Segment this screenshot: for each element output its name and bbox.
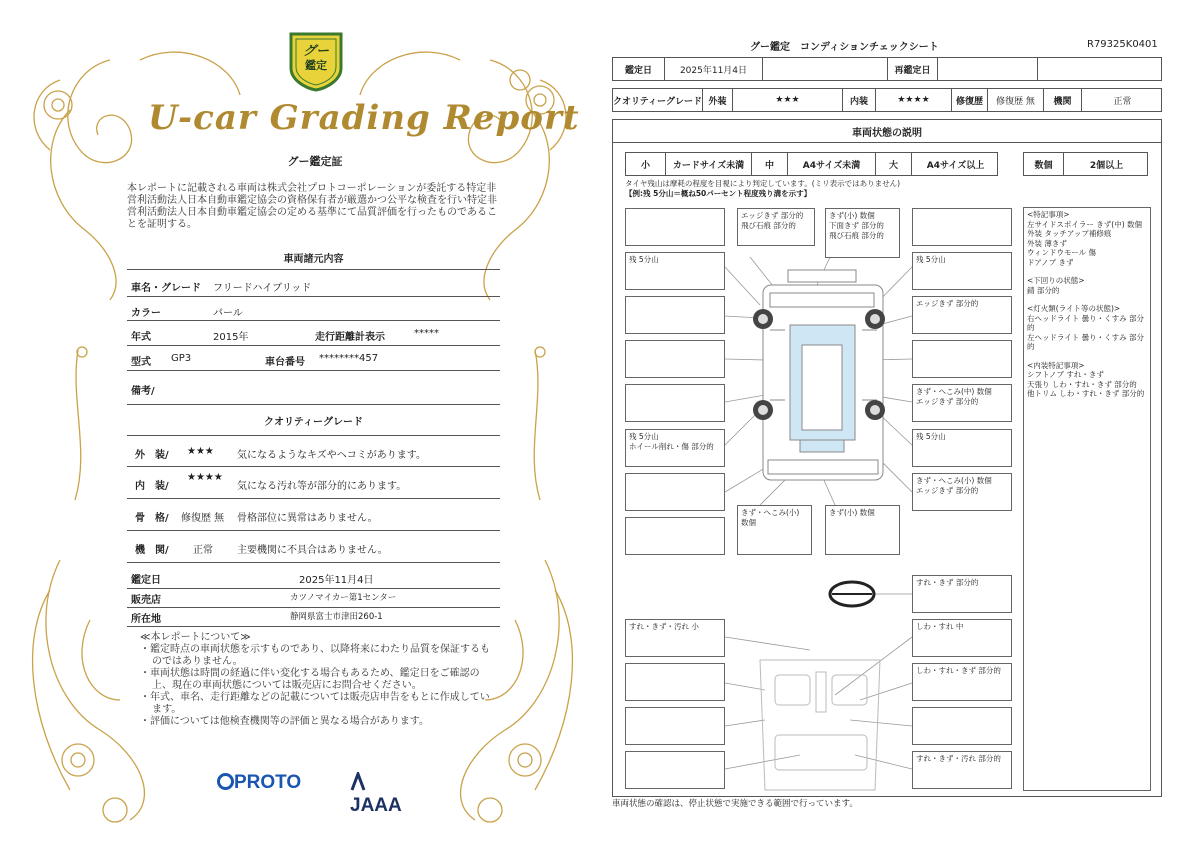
note-box — [912, 751, 1012, 789]
quality-row-exterior — [127, 441, 500, 465]
engine-text: 主要機関に不具合はありません。 — [237, 545, 388, 556]
note-line: すれ・きず 部分的 — [916, 578, 979, 587]
repair-value: 修復歴 無 — [988, 89, 1044, 111]
note-box — [625, 296, 725, 334]
name-label: 車名・グレード — [131, 283, 201, 294]
color-label: カラー — [131, 308, 161, 319]
note-line: 左サイドスポイラー きず(中) 数個 — [1027, 219, 1143, 229]
appraisal-date-label: 鑑定日 — [613, 58, 665, 80]
address-value: 静岡県富士市津田260-1 — [290, 612, 383, 622]
note-item: ・車両状態は時間の経過に伴い変化する場合もあるため、鑑定日をご確認の上、現在の車両状態については販売店にお問合せください。 — [140, 668, 480, 691]
note-box — [912, 619, 1012, 657]
special-notes-panel — [1023, 207, 1151, 791]
note-line: 飛び石痕 部分的 — [741, 221, 796, 230]
note-line: 残 5分山 — [629, 255, 659, 264]
note-box — [912, 252, 1012, 290]
exterior-label: 外装 — [703, 89, 733, 111]
spec-row-model — [127, 348, 500, 372]
divider — [127, 562, 500, 563]
date-label: 鑑定日 — [131, 575, 161, 586]
engine-value: 正常 — [1113, 96, 1132, 107]
note-line: エッジきず 部分的 — [916, 397, 979, 406]
note-box — [912, 473, 1012, 511]
sheet-title: グー鑑定 コンディションチェックシート — [750, 42, 939, 53]
note-box — [737, 208, 815, 246]
date-value: 2025年11月4日 — [299, 575, 374, 586]
proto-logo — [217, 772, 301, 794]
note-box — [625, 619, 725, 657]
notes-group-special — [1027, 210, 1147, 267]
mileage-value: ***** — [414, 328, 439, 339]
note-box — [625, 707, 725, 745]
address-label: 所在地 — [131, 614, 161, 625]
note-line: エッジきず 部分的 — [916, 486, 979, 495]
year-value: 2015年 — [213, 332, 249, 343]
divider — [127, 498, 500, 499]
jaaa-mark-icon — [350, 772, 366, 792]
model-label: 型式 — [131, 357, 151, 368]
note-box — [912, 296, 1012, 334]
note-line: 下面きず 部分的 — [829, 221, 884, 230]
note-line: 天張り しわ・すれ・きず 部分的 — [1027, 379, 1137, 389]
note-box — [625, 384, 725, 422]
notes-group-lights — [1027, 304, 1147, 352]
note-box — [625, 252, 725, 290]
report-script-title: U-car Grading Report — [148, 98, 580, 138]
size-small-label: 小 — [626, 153, 666, 175]
divider — [127, 530, 500, 531]
divider — [127, 404, 500, 405]
note-line: 飛び石痕 部分的 — [829, 231, 884, 240]
note-line: <内装特記事項> — [1027, 360, 1085, 370]
note-line: 他トリム しわ・すれ・きず 部分的 — [1027, 389, 1145, 398]
note-line: <下回りの状態> — [1027, 276, 1085, 285]
note-line: ホイール削れ・傷 部分的 — [629, 442, 714, 451]
note-line: きず・へこみ(中) 数個 — [916, 387, 992, 396]
tire-note-line1: タイヤ残山は摩耗の程度を目視により判定しています。(ミリ表示ではありません) — [625, 179, 901, 188]
note-line: 左ヘッドライト 曇り・くすみ 部分的 — [1027, 332, 1145, 351]
report-notes — [140, 632, 495, 728]
engine-value: 正常 — [193, 545, 213, 556]
size-mid-label: 中 — [752, 153, 788, 175]
interior-label: 内 装/ — [135, 481, 169, 492]
note-line: エッジきず 部分的 — [741, 211, 804, 220]
divider — [127, 269, 500, 270]
interior-text: 気になる汚れ等が部分的にあります。 — [237, 481, 407, 492]
spec-row-name — [127, 274, 500, 298]
engine-label: 機関 — [1044, 89, 1082, 111]
note-box — [912, 340, 1012, 378]
appraisal-date-value: 2025年11月4日 — [665, 58, 763, 80]
size-small-desc: カードサイズ未満 — [666, 153, 752, 175]
interior-stars: ★★★★ — [876, 89, 952, 111]
note-box — [625, 208, 725, 246]
jaaa-logo — [350, 772, 417, 817]
note-box — [737, 505, 812, 555]
goo-appraisal-badge — [287, 30, 345, 92]
note-line: すれ・きず・汚れ 小 — [629, 622, 699, 631]
count-desc: 2個以上 — [1089, 160, 1124, 171]
note-line: エッジきず 部分的 — [916, 299, 979, 308]
note-line: ドアノブ きず — [1027, 257, 1074, 267]
divider — [127, 370, 500, 371]
note-line: 錆 部分的 — [1027, 285, 1060, 295]
note-box — [625, 429, 725, 467]
proto-logo-text: PROTO — [234, 772, 302, 793]
exterior-stars: ★★★ — [187, 446, 214, 457]
notes-group-underbody — [1027, 276, 1147, 295]
dealer-label: 販売店 — [131, 595, 161, 606]
note-line: 残 5分山 — [629, 432, 659, 441]
year-label: 年式 — [131, 332, 151, 343]
divider — [127, 296, 500, 297]
exterior-label: 外 装/ — [135, 450, 169, 461]
notes-title: ≪本レポートについて≫ — [140, 632, 251, 643]
partner-logos — [217, 770, 417, 816]
dealer-value: カツノマイカー第1センター — [290, 593, 397, 603]
jaaa-logo-text: JAAA — [350, 795, 402, 816]
note-box — [625, 751, 725, 789]
note-item: ・評価については他検査機関等の評価と異なる場合があります。 — [140, 716, 429, 727]
note-line: すれ・きず・汚れ 部分的 — [916, 754, 1001, 763]
note-line: <灯火類(ライト等の状態)> — [1027, 304, 1121, 313]
spec-row-remarks — [127, 377, 500, 401]
note-line: 残 5分山 — [916, 255, 946, 264]
exterior-stars: ★★★ — [733, 89, 843, 111]
note-item: ・鑑定時点の車両状態を示すものであり、以降将来にわたり品質を保証するものではありません。 — [140, 644, 490, 667]
note-box — [625, 473, 725, 511]
note-line: 右ヘッドライト 曇り・くすみ 部分的 — [1027, 313, 1145, 332]
divider — [127, 345, 500, 346]
note-box — [912, 575, 1012, 613]
tire-note-line2: 【例:残 5分山＝概ね50パーセント程度残り溝を示す】 — [625, 189, 812, 198]
divider — [127, 435, 500, 436]
note-box — [912, 663, 1012, 701]
note-line: きず・へこみ(小) 数個 — [916, 476, 992, 485]
quality-row-engine — [127, 536, 500, 560]
note-line: きず・へこみ(小) 数個 — [741, 508, 800, 527]
note-line: 外装 薄きず — [1027, 238, 1067, 248]
divider — [127, 626, 500, 627]
quality-row-interior — [127, 472, 500, 496]
sheet-footnote: 車両状態の確認は、停止状態で実施できる範囲で行っています。 — [612, 799, 858, 809]
note-line: しわ・すれ 中 — [916, 622, 964, 631]
interior-view — [760, 660, 880, 790]
note-box — [912, 429, 1012, 467]
note-line: きず(小) 数個 — [829, 211, 875, 220]
badge-line2: 鑑定 — [305, 59, 327, 72]
quality-title: クオリティーグレード — [264, 417, 363, 428]
color-value: パール — [213, 308, 243, 319]
note-box — [912, 208, 1012, 246]
mileage-label: 走行距離計表示 — [315, 332, 385, 343]
section-title: 車両状態の説明 — [612, 119, 1162, 143]
chassis-value: ********457 — [319, 353, 379, 364]
note-line: <特記事項> — [1027, 210, 1070, 219]
remarks-label: 備考/ — [131, 386, 155, 397]
steering-wheel-icon — [830, 582, 874, 606]
name-value: フリードハイブリッド — [213, 283, 312, 294]
frame-text: 骨格部位に異常はありません。 — [237, 513, 378, 524]
quality-row-frame — [127, 504, 500, 528]
exterior-text: 気になるようなキズやヘコミがあります。 — [237, 450, 426, 461]
note-line: きず(小) 数個 — [829, 508, 875, 517]
model-value: GP3 — [171, 353, 192, 364]
note-box — [825, 208, 900, 258]
count-label: 数個 — [1024, 153, 1064, 175]
car-top-view — [763, 270, 883, 480]
certificate-statement: 本レポートに記載される車両は株式会社プロトコーポレーションが委託する特定非営利活動法人日本自動車鑑定協会の資格保有者が厳選かつ公平な検査を行い特定非営利活動法人日本自動車鑑定協会の定める基準にて品質評価を行ったものであることを証明する。 — [127, 183, 497, 230]
size-mid-desc: A4サイズ未満 — [788, 153, 876, 175]
note-box — [625, 517, 725, 555]
reappraisal-date-label: 再鑑定日 — [888, 58, 938, 80]
repair-label: 修復歴 — [952, 89, 988, 111]
specs-title: 車両諸元内容 — [283, 254, 344, 265]
frame-label: 骨 格/ — [135, 513, 169, 524]
note-line: シフトノブ すれ・きず — [1027, 370, 1104, 379]
interior-stars: ★★★★ — [187, 472, 223, 483]
proto-mark-icon — [217, 773, 234, 790]
note-box — [912, 707, 1012, 745]
badge-line1: グー — [302, 44, 329, 59]
note-line: しわ・すれ・きず 部分的 — [916, 666, 1001, 675]
chassis-label: 車台番号 — [265, 357, 305, 368]
note-line: ウィンドウモール 傷 — [1027, 248, 1096, 257]
notes-group-interior — [1027, 361, 1147, 399]
size-large-desc: A4サイズ以上 — [926, 160, 985, 171]
frame-value: 修復歴 無 — [181, 513, 225, 524]
divider — [127, 320, 500, 321]
condition-check-sheet — [600, 0, 1200, 848]
note-item: ・年式、車名、走行距離などの記載については販売店申告をもとに作成しています。 — [140, 692, 490, 715]
sheet-code: R79325K0401 — [1087, 39, 1158, 50]
quality-label: クオリティーグレード — [613, 89, 703, 111]
note-box — [625, 340, 725, 378]
certificate-heading: グー鑑定証 — [287, 155, 343, 168]
size-large-label: 大 — [876, 153, 912, 175]
note-line: 残 5分山 — [916, 432, 946, 441]
note-box — [625, 663, 725, 701]
note-line: 外装 タッチアップ補修痕 — [1027, 229, 1112, 238]
engine-label: 機 関/ — [135, 545, 169, 556]
spec-row-year — [127, 323, 500, 347]
note-box — [912, 384, 1012, 422]
note-box — [825, 505, 900, 555]
interior-label: 内装 — [843, 89, 876, 111]
divider — [127, 466, 500, 467]
